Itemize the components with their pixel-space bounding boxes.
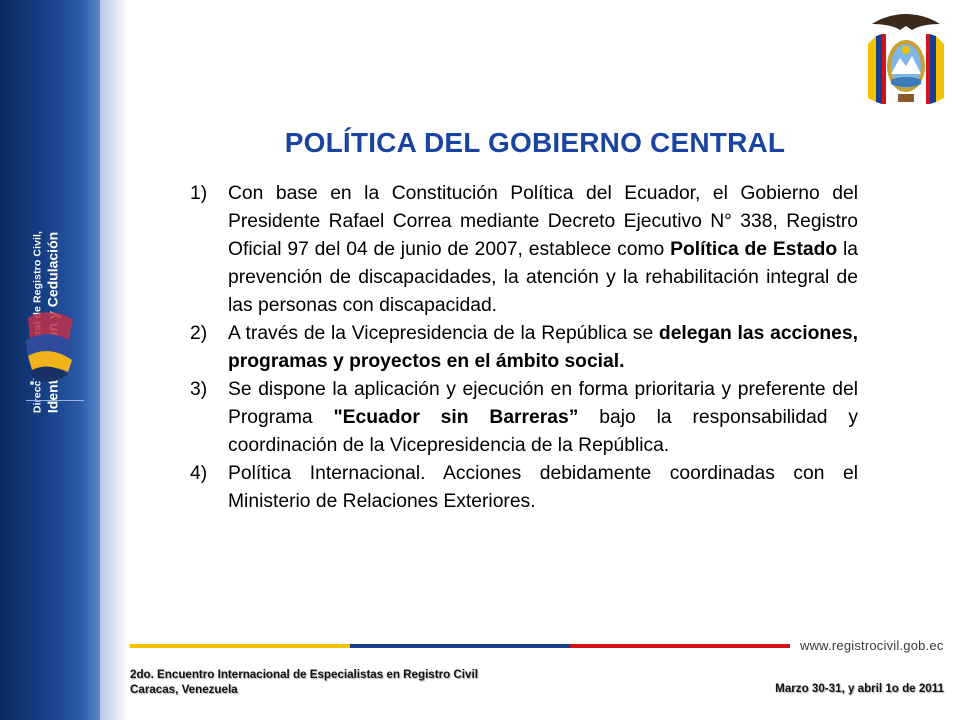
item-number: 3) (190, 379, 208, 400)
list-item (190, 320, 858, 376)
footer-tricolor-rule (130, 644, 790, 648)
slide-title: POLÍTICA DEL GOBIERNO CENTRAL (284, 127, 786, 158)
item-text: Con base en la Constitución Política del Ecuador, el Gobierno del Presidente Rafael Correa mediante Decreto Ejecutivo N° 338, Registro Oficial 97 del 04 de junio de 2007, establece como (228, 183, 858, 260)
item-text-after: la prevención de discapacidades, la atención y la rehabilitación integral de las personas con discapacidad. (228, 239, 858, 316)
item-bold-text: delegan las acciones, programas y proyectos en el ámbito social. (228, 323, 858, 372)
event-dates: Marzo 30-31, y abril 1o de 2011 (775, 682, 944, 695)
list-item (190, 180, 858, 320)
rule-blue (350, 644, 570, 648)
item-number: 1) (190, 183, 208, 204)
event-line2: Caracas, Venezuela (130, 683, 238, 696)
event-line1: 2do. Encuentro Internacional de Especialistas en Registro Civil (130, 668, 478, 681)
sidebar-fade (100, 0, 128, 720)
event-name (130, 667, 478, 697)
rule-yellow (130, 644, 350, 648)
sidebar-divider (26, 400, 84, 401)
item-bold-text: Política de Estado (670, 239, 838, 260)
item-number: 2) (190, 323, 208, 344)
list-item (190, 460, 858, 516)
list-item (190, 376, 858, 460)
item-text: A través de la Vicepresidencia de la República se (228, 323, 659, 344)
website-url: www.registrocivil.gob.ec (800, 638, 944, 653)
item-text: Política Internacional. Acciones debidamente coordinadas con el Ministerio de Relaciones Exteriores. (228, 463, 858, 512)
item-number: 4) (190, 463, 208, 484)
item-text: Se dispone la aplicación y ejecución en forma prioritaria y preferente del Programa (228, 379, 858, 428)
rule-red (570, 644, 790, 648)
item-text-after: bajo la responsabilidad y coordinación de la Vicepresidencia de la República. (228, 407, 859, 456)
item-bold-text: "Ecuador sin Barreras” (333, 407, 579, 428)
ecuador-coat-of-arms-icon (862, 10, 950, 110)
registro-civil-logo-icon (18, 300, 86, 395)
policy-list (190, 180, 858, 516)
